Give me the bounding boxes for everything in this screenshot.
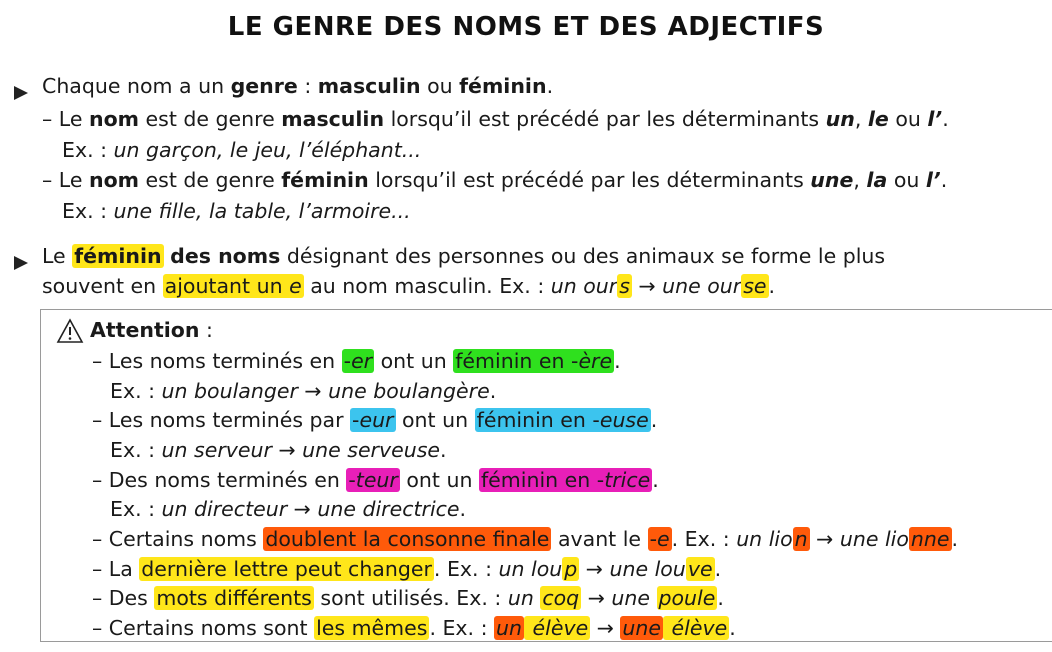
attention-example-teur: Ex. : un directeur → une directrice. — [110, 497, 467, 521]
attention-rule-eur: – Les noms terminés par -eur ont un féminin en -euse. — [92, 408, 658, 432]
section1-line4: – Le nom est de genre féminin lorsqu’il est précédé par les déterminants une, la ou l’. — [42, 168, 948, 192]
attention-rule-les-memes: – Certains noms sont les mêmes. Ex. : un élève → une élève. — [92, 616, 736, 640]
section1-example1: Ex. : un garçon, le jeu, l’éléphant... — [62, 138, 422, 162]
attention-rule-mots-differents: – Des mots différents sont utilisés. Ex. : un coq → une poule. — [92, 586, 724, 610]
section1-line2: – Le nom est de genre masculin lorsqu’il est précédé par les déterminants un, le ou l’. — [42, 107, 949, 131]
triangle-bullet-icon — [14, 86, 28, 100]
attention-rule-derniere-lettre: – La dernière lettre peut changer. Ex. : un loup → une louve. — [92, 557, 722, 581]
attention-rule-er: – Les noms terminés en -er ont un féminin en -ère. — [92, 349, 621, 373]
attention-example-eur: Ex. : un serveur → une serveuse. — [110, 438, 447, 462]
section1-line1: Chaque nom a un genre : masculin ou féminin. — [42, 74, 554, 98]
attention-rule-teur: – Des noms terminés en -teur ont un féminin en -trice. — [92, 468, 659, 492]
warning-triangle-icon — [56, 318, 84, 344]
section1-example2: Ex. : une fille, la table, l’armoire... — [62, 199, 411, 223]
section2-line2: souvent en ajoutant un e au nom masculin. Ex. : un ours → une ourse. — [42, 274, 776, 298]
section2-line1: Le féminin des noms désignant des personnes ou des animaux se forme le plus — [42, 244, 886, 268]
attention-example-er: Ex. : un boulanger → une boulangère. — [110, 379, 497, 403]
attention-rule-double-consonne: – Certains noms doublent la consonne finale avant le -e. Ex. : un lion → une lionne. — [92, 527, 959, 551]
attention-heading: Attention : — [90, 318, 213, 342]
triangle-bullet-icon — [14, 256, 28, 270]
page-title: LE GENRE DES NOMS ET DES ADJECTIFS — [227, 12, 825, 42]
